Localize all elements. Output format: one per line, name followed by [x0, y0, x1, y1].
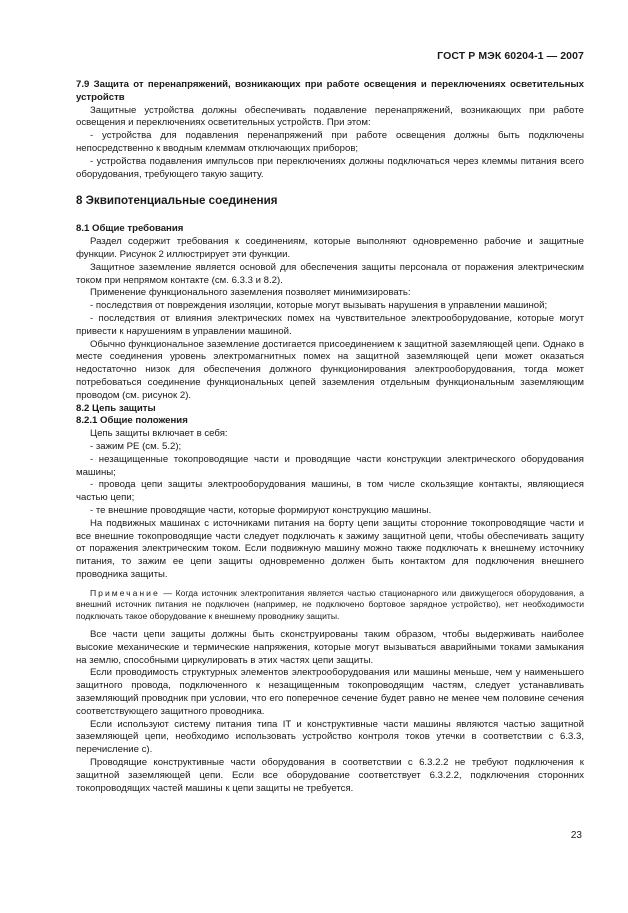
list-item: - незащищенные токопроводящие части и проводящие части конструкции электрического оборудования машины; — [76, 453, 584, 478]
list-item: - последствия от повреждения изоляции, которые могут вызывать нарушения в управлении машиной; — [90, 300, 548, 312]
note-label: Примечание — [90, 587, 160, 598]
list-item: - устройства для подавления перенапряжений при работе освещения должны быть подключены непосредственно к вводным клеммам отключающих приборов; — [76, 130, 584, 154]
section-8-2-1-title: 8.2.1 Общие положения — [76, 415, 188, 427]
list-item: - устройства подавления импульсов при переключениях должны подключаться через клеммы питания всего оборудования, требующего такую защиту. — [76, 155, 584, 180]
list-item: - зажим PE (см. 5.2); — [90, 440, 182, 452]
section-8-title: 8 Эквипотенциальные соединения — [76, 194, 278, 208]
section-8-1-title: 8.1 Общие требования — [76, 223, 184, 235]
paragraph: На подвижных машинах с источниками питания на борту цепи защиты сторонние токопроводящие части и все внешние токопроводящие части следует подключать к зажиму защитной цепи, чтобы обеспечивать защиту от поражения электрическим током. Если подвижную машину можно также подключать к внешнему источнику питания, то зажим ее цепи защиты одновременно должен быть контактом для подключения внешнего проводника защиты. — [76, 517, 584, 580]
section-7-9-title: 7.9 Защита от перенапряжений, возникающих при работе освещения и переключениях осветительных устройств — [76, 79, 584, 103]
paragraph: Цепь защиты включает в себя: — [90, 428, 228, 440]
paragraph: Все части цепи защиты должны быть сконструированы таким образом, чтобы выдерживать наиболее высокие механические и термические напряжения, которые могут вызываться аварийными токами замыкания на землю, способными циркулировать в этих частях цепи защиты. — [76, 629, 584, 666]
paragraph: Применение функционального заземления позволяет минимизировать: — [90, 287, 411, 299]
standard-header: ГОСТ Р МЭК 60204-1 — 2007 — [437, 50, 584, 62]
list-item: - те внешние проводящие части, которые формируют конструкцию машины. — [90, 504, 432, 516]
paragraph: Защитное заземление является основой для обеспечения защиты персонала от поражения электрическим током при непрямом контакте (см. 6.3.3 и 8.2). — [76, 261, 584, 286]
page-content — [76, 79, 584, 795]
note — [76, 588, 584, 623]
section-8-2-title: 8.2 Цепь защиты — [76, 402, 156, 414]
page-number: 23 — [570, 830, 582, 841]
paragraph: Проводящие конструктивные части оборудования в соответствии с 6.3.2.2 не требуют подключения к защитной заземляющей цепи. Если все оборудование соответствует 6.3.2.2, подключения сторонних токопроводящих частей машины к цепи защиты не требуется. — [76, 757, 584, 794]
paragraph: Если проводимость структурных элементов электрооборудования или машины меньше, чем у наименьшего защитного провода, подключенного к незащищенным токопроводящим частям, следует устанавливать заземляющий проводник при условии, что его поперечное сечение будет равно не менее чем половине сечения соответствующего защитного проводника. — [76, 667, 584, 717]
list-item: - последствия от влияния электрических помех на чувствительное электрооборудование, которые могут привести к нарушениям в управлении машиной. — [76, 312, 584, 337]
paragraph: Обычно функциональное заземление достигается присоединением к защитной заземляющей цепи. Однако в месте соединения уровень электромагнитных помех на защитной заземляющей цепи может оказаться недостаточно низок для обеспечения должного функционирования электрооборудования, тогда может потребоваться соединение функциональных цепей заземления отдельным функциональным заземляющим проводом (см. рисунок 2). — [76, 338, 584, 401]
paragraph: Раздел содержит требования к соединениям, которые выполняют одновременно рабочие и защитные функции. Рисунок 2 иллюстрирует эти функции. — [76, 236, 584, 260]
paragraph: Если используют систему питания типа IT и конструктивные части машины являются частью защитной заземляющей цепи, необходимо использовать устройство контроля токов утечки в соответствии с 6.3.3, перечисление с). — [76, 718, 584, 756]
list-item: - провода цепи защиты электрооборудования машины, в том числе скользящие контакты, являющиеся частью цепи; — [76, 479, 584, 504]
note-text: — Когда источник электропитания является частью стационарного или движущегося оборудования, а внешний источник питания не подключен (например, не подключено бортовое зарядное устройство), нет необходимости подключать такое оборудование к внешнему проводнику защиты. — [76, 587, 584, 622]
paragraph: Защитные устройства должны обеспечивать подавление перенапряжений, возникающих при работе освещения и переключениях осветительных устройств. При этом: — [76, 104, 584, 129]
